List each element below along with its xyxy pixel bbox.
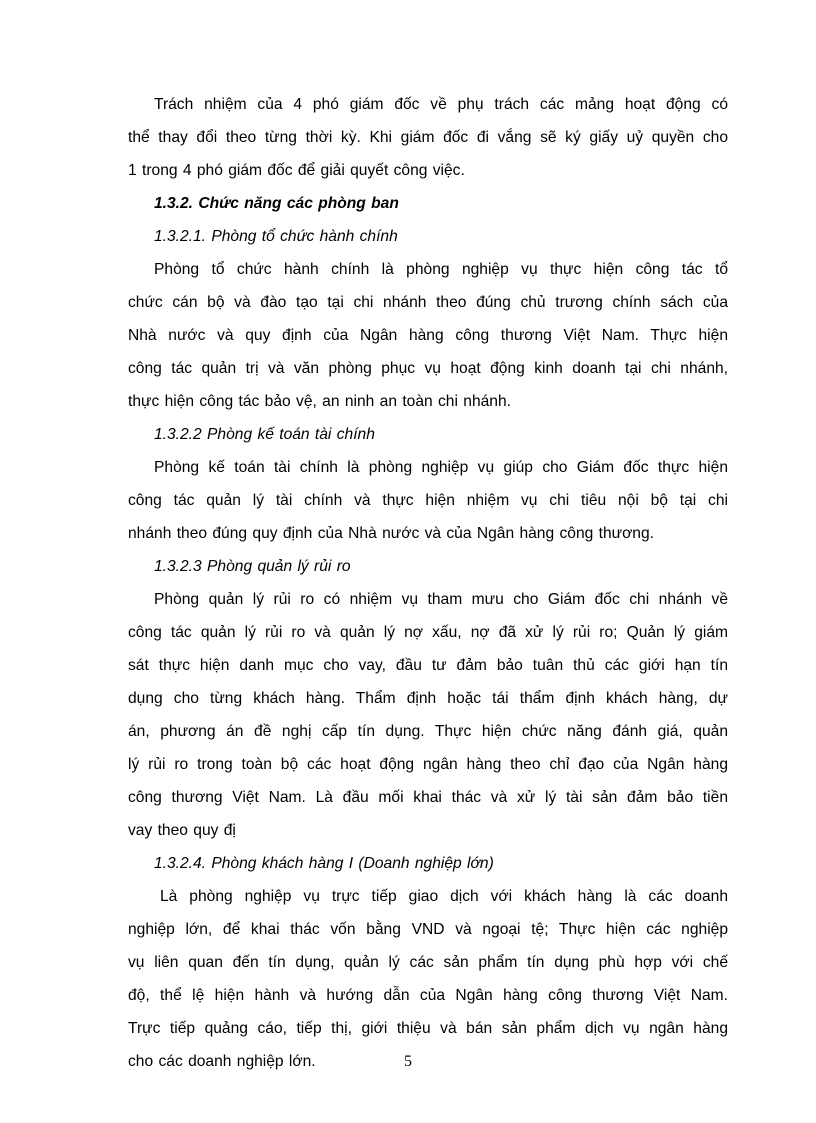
paragraph-line: công tác quản trị và văn phòng phục vụ hoạt động kinh doanh tại chi nhánh, [128, 360, 728, 377]
paragraph-line: Là phòng nghiệp vụ trực tiếp giao dịch với khách hàng là các doanh [160, 888, 728, 905]
subsection-heading: 1.3.2.3 Phòng quản lý rủi ro [154, 558, 351, 575]
paragraph-line: độ, thể lệ hiện hành và hướng dẫn của Ngân hàng công thương Việt Nam. [128, 987, 728, 1004]
paragraph-line: vụ liên quan đến tín dụng, quản lý các sản phẩm tín dụng phù hợp với chế [128, 954, 728, 971]
paragraph-line: công tác quản lý rủi ro và quản lý nợ xấu, nợ đã xử lý rủi ro; Quản lý giám [128, 624, 728, 641]
paragraph-line: Trực tiếp quảng cáo, tiếp thị, giới thiệu và bán sản phẩm dịch vụ ngân hàng [128, 1020, 728, 1037]
document-page [128, 88, 728, 1078]
paragraph-line: sát thực hiện danh mục cho vay, đầu tư đảm bảo tuân thủ các giới hạn tín [128, 657, 728, 674]
paragraph-line: nhánh theo đúng quy định của Nhà nước và của Ngân hàng công thương. [128, 525, 654, 542]
paragraph-line: dụng cho từng khách hàng. Thẩm định hoặc tái thẩm định khách hàng, dự [128, 690, 728, 707]
subsection-heading: 1.3.2.4. Phòng khách hàng I (Doanh nghiệp lớn) [154, 855, 494, 872]
page-number: 5 [404, 1053, 412, 1070]
paragraph-line: Phòng tổ chức hành chính là phòng nghiệp vụ thực hiện công tác tổ [154, 261, 728, 278]
subsection-heading: 1.3.2.1. Phòng tổ chức hành chính [154, 228, 398, 245]
paragraph-line: công thương Việt Nam. Là đầu mối khai thác và xử lý tài sản đảm bảo tiền [128, 789, 728, 806]
paragraph-line: Trách nhiệm của 4 phó giám đốc về phụ trách các mảng hoạt động có [154, 96, 728, 113]
paragraph-line: thực hiện công tác bảo vệ, an ninh an toàn chi nhánh. [128, 393, 511, 410]
paragraph-line: vay theo quy đị [128, 822, 236, 839]
paragraph-line: nghiệp lớn, để khai thác vốn bằng VND và ngoại tệ; Thực hiện các nghiệp [128, 921, 728, 938]
section-heading: 1.3.2. Chức năng các phòng ban [154, 195, 399, 212]
paragraph-line: Phòng quản lý rủi ro có nhiệm vụ tham mưu cho Giám đốc chi nhánh về [154, 591, 728, 608]
paragraph-line: án, phương án đề nghị cấp tín dụng. Thực hiện chức năng đánh giá, quản [128, 723, 728, 740]
paragraph-line: công tác quản lý tài chính và thực hiện nhiệm vụ chi tiêu nội bộ tại chi [128, 492, 728, 509]
subsection-heading: 1.3.2.2 Phòng kế toán tài chính [154, 426, 375, 443]
paragraph-line: cho các doanh nghiệp lớn. [128, 1053, 316, 1070]
paragraph-line: lý rủi ro trong toàn bộ các hoạt động ngân hàng theo chỉ đạo của Ngân hàng [128, 756, 728, 773]
paragraph-line: Phòng kế toán tài chính là phòng nghiệp vụ giúp cho Giám đốc thực hiện [154, 459, 728, 476]
paragraph-line: Nhà nước và quy định của Ngân hàng công thương Việt Nam. Thực hiện [128, 327, 728, 344]
paragraph-line: chức cán bộ và đào tạo tại chi nhánh theo đúng chủ trương chính sách của [128, 294, 728, 311]
paragraph-line: 1 trong 4 phó giám đốc để giải quyết công việc. [128, 162, 465, 179]
paragraph-line: thể thay đổi theo từng thời kỳ. Khi giám đốc đi vắng sẽ ký giấy uỷ quyền cho [128, 129, 728, 146]
